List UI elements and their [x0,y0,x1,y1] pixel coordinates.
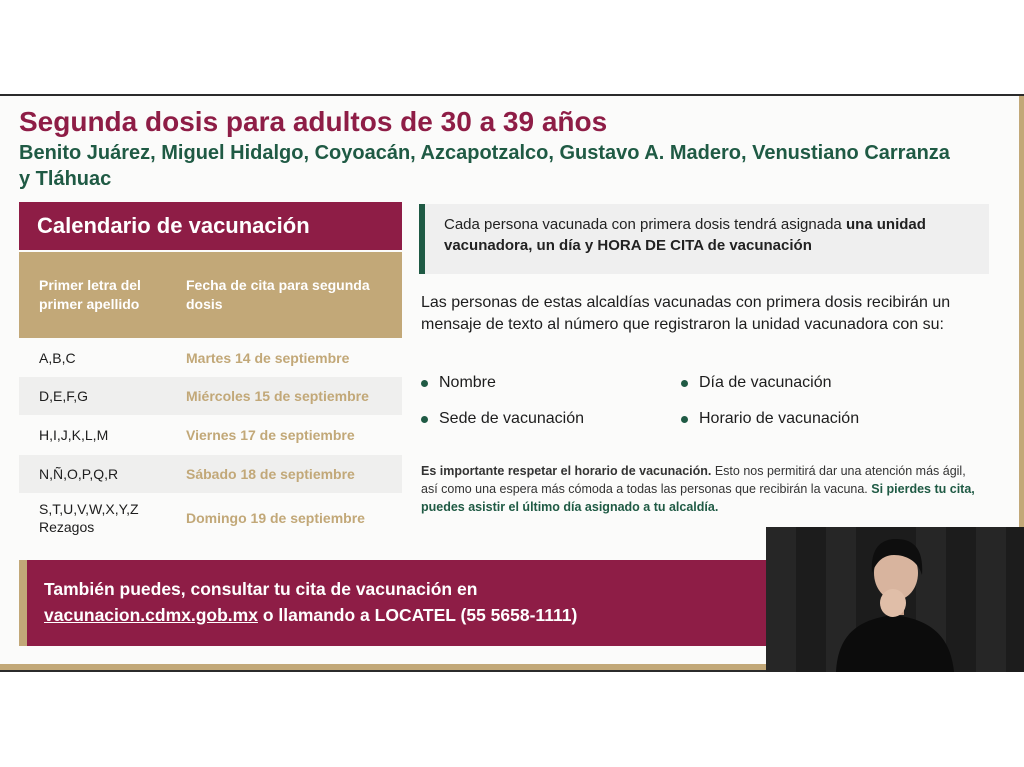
row-letters: D,E,F,G [39,388,89,404]
banner-line-1: También puedes, consultar tu cita de vacunación en [44,579,478,599]
bullet-label: Día de vacunación [699,374,832,391]
row-date: Miércoles 15 de septiembre [186,388,369,404]
sign-language-interpreter-video [766,527,1024,672]
bullet-label: Nombre [439,374,496,391]
row-date: Martes 14 de septiembre [186,350,350,366]
bullet-item [421,374,496,392]
bullet-dot-icon [421,416,428,423]
info-box [419,204,989,274]
table-row [19,377,402,415]
row-letters: H,I,J,K,L,M [39,427,109,443]
sms-paragraph: Las personas de estas alcaldías vacunadas con primera dosis recibirán un mensaje de texto al número que registraron la unidad vacunadora con su: [421,294,951,333]
row-letters: A,B,C [39,350,76,366]
table-row [19,339,402,377]
table-row [19,493,402,543]
bullet-dot-icon [421,380,428,387]
column-header-letters: Primer letra del primer apellido [39,277,141,312]
bullet-dot-icon [681,380,688,387]
row-letters: N,Ñ,O,P,Q,R [39,466,119,482]
bullet-label: Sede de vacunación [439,410,584,427]
bullet-item [421,410,584,428]
slide-title: Segunda dosis para adultos de 30 a 39 años [19,106,608,137]
bullet-item [681,410,859,428]
calendar-column-headers [19,252,402,338]
info-text: Cada persona vacunada con primera dosis tendrá asignada [444,216,846,233]
column-header-date: Fecha de cita para segunda dosis [186,277,370,312]
row-letters: S,T,U,V,W,X,Y,Z Rezagos [39,501,139,535]
table-row [19,455,402,493]
info-bold-text: una unidad vacunadora, un día y HORA DE CITA de vacunación [444,216,926,254]
note-emphasis: Si pierdes tu cita, puedes asistir el último día asignado a tu alcaldía. [421,482,975,514]
slide-subtitle: Benito Juárez, Miguel Hidalgo, Coyoacán, Azcapotzalco, Gustavo A. Madero, Venustiano Carranza y Tláhuac [19,142,950,190]
bullet-label: Horario de vacunación [699,410,860,427]
calendar-header: Calendario de vacunación [19,202,402,250]
row-date: Sábado 18 de septiembre [186,466,355,482]
consult-banner [19,560,769,646]
bullet-dot-icon [681,416,688,423]
row-date: Viernes 17 de septiembre [186,427,355,443]
banner-line-2 [44,602,769,628]
interpreter-figure-icon [766,527,1024,672]
bullet-item [681,374,832,392]
banner-phone-text: o llamando a LOCATEL (55 5658-1111) [257,605,578,625]
table-row [19,415,402,455]
row-date: Domingo 19 de septiembre [186,510,365,526]
note-body: Esto nos permitirá dar una atención más ágil, así como una espera más cómoda a todas las personas que recibirán la vacuna. [421,464,966,496]
vacunacion-link[interactable]: vacunacion.cdmx.gob.mx [44,605,258,625]
important-note [421,462,981,516]
note-lead: Es importante respetar el horario de vacunación. [421,464,712,478]
